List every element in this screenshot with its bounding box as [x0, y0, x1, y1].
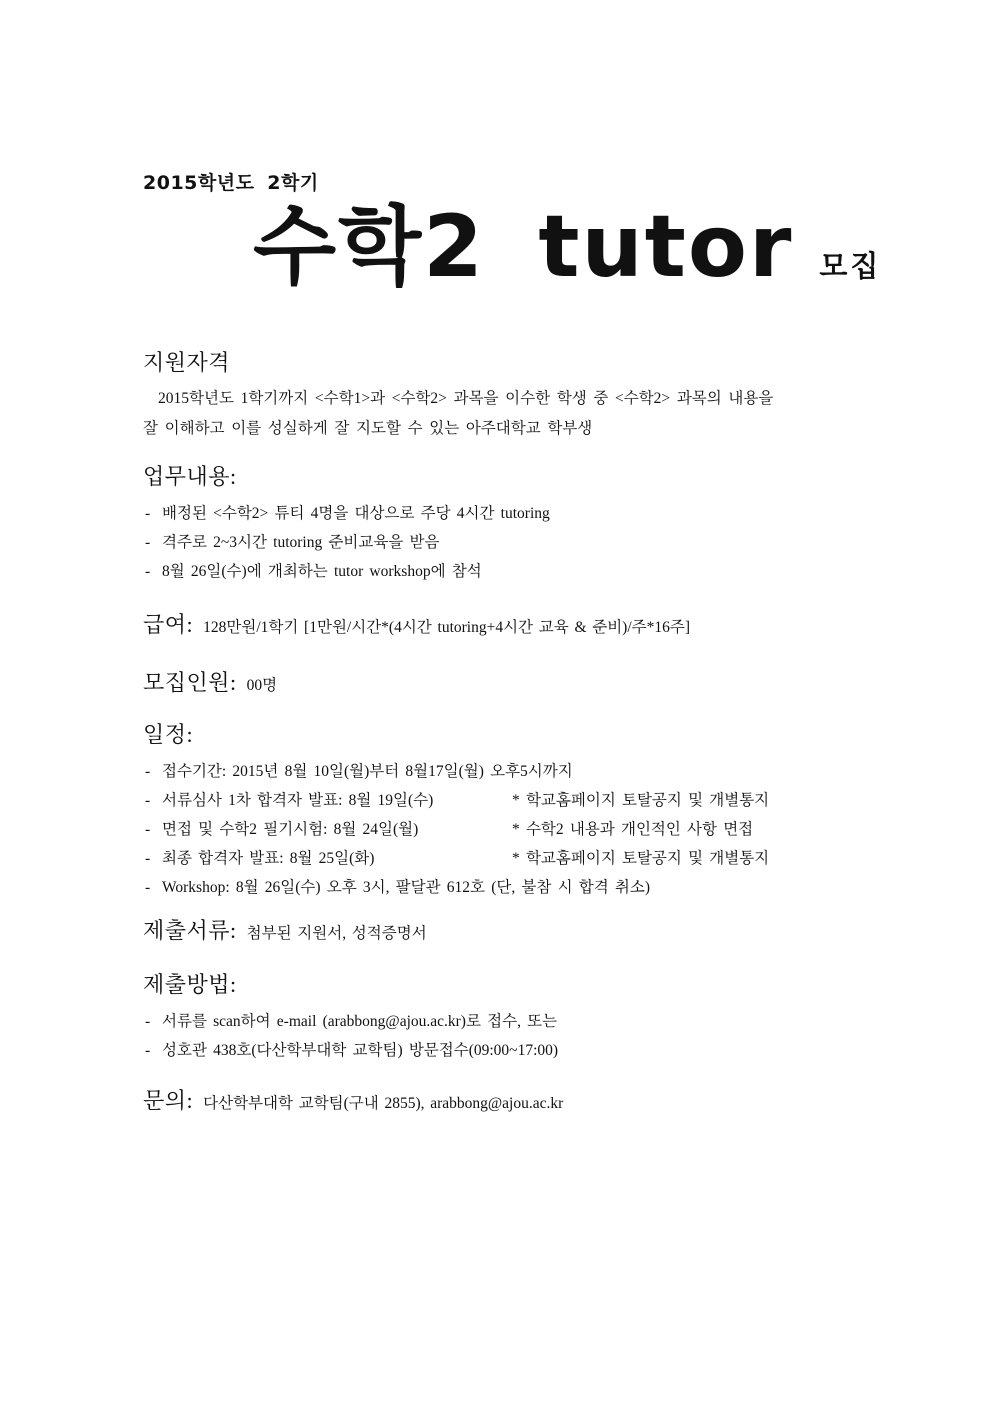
duties-item-text: 격주로 2~3시간 tutoring 준비교육을 받음	[162, 534, 440, 551]
section-headcount	[143, 666, 934, 697]
schedule-heading: 일정:	[143, 722, 194, 747]
section-duties	[143, 464, 934, 586]
section-contact	[143, 1084, 934, 1115]
dash-bullet: -	[145, 879, 151, 896]
section-qualification	[143, 350, 934, 444]
term-label: 2015학년도 2학기	[143, 172, 319, 194]
section-documents	[143, 914, 934, 945]
duties-heading: 업무내용:	[143, 464, 237, 489]
qualification-line: 잘 이해하고 이를 성실하게 잘 지도할 수 있는 아주대학교 학부생	[143, 420, 593, 437]
dash-bullet: -	[145, 850, 151, 867]
dash-bullet: -	[145, 534, 151, 551]
qualification-paragraph	[143, 384, 934, 444]
dash-bullet: -	[145, 792, 151, 809]
method-item-text: 서류를 scan하여 e-mail (arabbong@ajou.ac.kr)로 접수, 또는	[162, 1013, 558, 1030]
contact-value: 다산학부대학 교학팀(구내 2855), arabbong@ajou.ac.kr	[203, 1095, 564, 1112]
method-heading: 제출방법:	[143, 972, 237, 997]
dash-bullet: -	[145, 505, 151, 522]
section-pay	[143, 608, 934, 639]
schedule-list	[143, 757, 934, 902]
schedule-item-note: * 수학2 내용과 개인적인 사항 면접	[512, 821, 754, 838]
qualification-heading: 지원자격	[143, 350, 231, 375]
section-schedule	[143, 722, 934, 902]
title-suffix-text: 모집	[819, 249, 882, 283]
duties-list	[143, 499, 934, 586]
list-item	[143, 757, 934, 786]
schedule-item-text: 접수기간: 2015년 8월 10일(월)부터 8월17일(월) 오후5시까지	[162, 763, 573, 780]
list-item	[143, 1007, 934, 1036]
title-main-text: 수학2 tutor	[253, 197, 794, 297]
documents-value: 첨부된 지원서, 성적증명서	[246, 925, 427, 942]
dash-bullet: -	[145, 1013, 151, 1030]
list-item	[143, 1036, 934, 1065]
list-item	[143, 873, 934, 902]
page-title	[253, 197, 882, 297]
duties-item-text: 8월 26일(수)에 개최하는 tutor workshop에 참석	[162, 563, 482, 580]
pay-value: 128만원/1학기 [1만원/시간*(4시간 tutoring+4시간 교육 & 준비)/주*16주]	[203, 619, 691, 636]
headcount-value: 00명	[246, 677, 278, 694]
dash-bullet: -	[145, 821, 151, 838]
headcount-label: 모집인원:	[143, 670, 237, 695]
schedule-item-note: * 학교홈페이지 토탈공지 및 개별통지	[512, 850, 770, 867]
qualification-line: 2015학년도 1학기까지 <수학1>과 <수학2> 과목을 이수한 학생 중 <수학2> 과목의 내용을	[158, 390, 774, 407]
section-method	[143, 972, 934, 1065]
pay-label: 급여:	[143, 612, 194, 637]
list-item	[143, 786, 934, 815]
list-item	[143, 499, 934, 528]
dash-bullet: -	[145, 563, 151, 580]
method-list	[143, 1007, 934, 1065]
dash-bullet: -	[145, 1042, 151, 1059]
schedule-item-text: 최종 합격자 발표: 8월 25일(화)	[162, 850, 375, 867]
schedule-item-text: Workshop: 8월 26일(수) 오후 3시, 팔달관 612호 (단, 불참 시 합격 취소)	[162, 879, 651, 896]
contact-label: 문의:	[143, 1088, 194, 1113]
dash-bullet: -	[145, 763, 151, 780]
list-item	[143, 528, 934, 557]
list-item	[143, 844, 934, 873]
list-item	[143, 815, 934, 844]
schedule-item-text: 면접 및 수학2 필기시험: 8월 24일(월)	[162, 821, 419, 838]
documents-label: 제출서류:	[143, 918, 237, 943]
schedule-item-text: 서류심사 1차 합격자 발표: 8월 19일(수)	[162, 792, 434, 809]
list-item	[143, 557, 934, 586]
duties-item-text: 배정된 <수학2> 튜티 4명을 대상으로 주당 4시간 tutoring	[162, 505, 550, 522]
method-item-text: 성호관 438호(다산학부대학 교학팀) 방문접수(09:00~17:00)	[162, 1042, 559, 1059]
schedule-item-note: * 학교홈페이지 토탈공지 및 개별통지	[512, 792, 770, 809]
